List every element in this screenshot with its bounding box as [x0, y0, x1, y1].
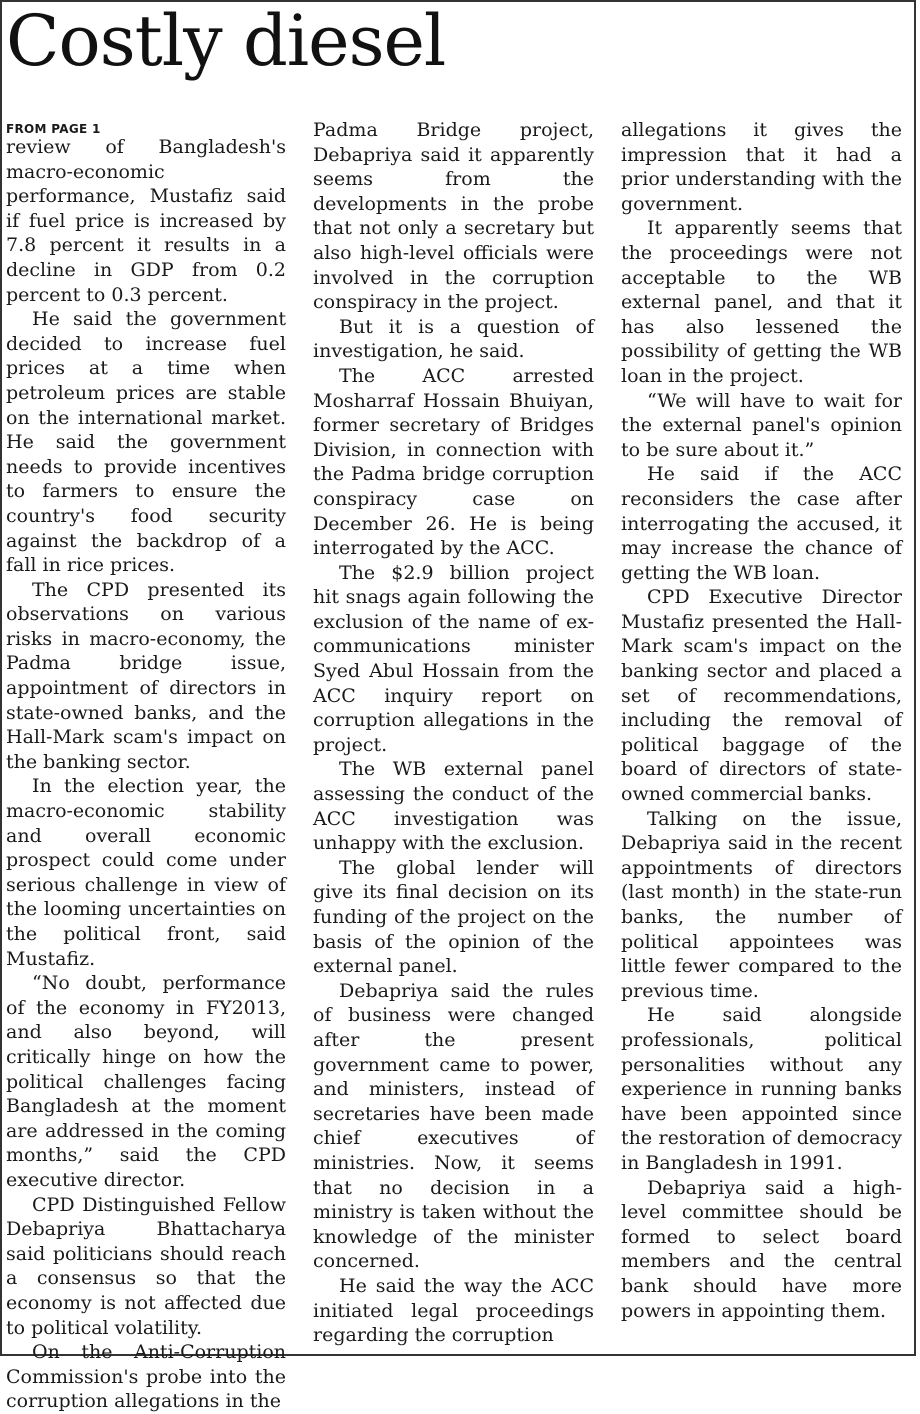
paragraph: The WB external panel assessing the conduct of the ACC investigation was unhappy with the exclusion. — [313, 758, 594, 855]
article-column-3 — [621, 118, 902, 1344]
headline: Costly diesel — [6, 0, 446, 82]
paragraph: He said alongside professionals, political personalities without any experience in running banks have been appointed since the restoration of democracy in Bangladesh in 1991. — [621, 1004, 902, 1174]
paragraph: On the Anti-Corruption Commission's probe into the corruption allegations in the — [6, 1341, 286, 1413]
paragraph: Debapriya said a high-level committee should be formed to select board members and the central bank should have more powers in appointing them. — [621, 1176, 902, 1322]
paragraph: The CPD presented its observations on various risks in macro-economy, the Padma bridge issue, appointment of directors in state-owned banks, and the Hall-Mark scam's impact on the banking sector. — [6, 578, 286, 773]
paragraph: But it is a question of investigation, he said. — [313, 315, 594, 363]
paragraph: In the election year, the macro-economic stability and overall economic prospect could come under serious challenge in view of the looming uncertainties on the political front, said Mustafiz. — [6, 775, 286, 970]
paragraph: Padma Bridge project, Debapriya said it apparently seems from the developments in the probe that not only a secretary but also high-level officials were involved in the corruption conspiracy in the project. — [313, 119, 594, 314]
paragraph: He said if the ACC reconsiders the case after interrogating the accused, it may increase the chance of getting the WB loan. — [621, 463, 902, 584]
paragraph: Talking on the issue, Debapriya said in the recent appointments of directors (last month) in the state-run banks, the number of political appointees was little fewer compared to the previous time. — [621, 807, 902, 1002]
article-column-1 — [6, 118, 286, 1413]
paragraph: CPD Distinguished Fellow Debapriya Bhattacharya said politicians should reach a consensus so that the economy is not affected due to political volatility. — [6, 1193, 286, 1339]
paragraph: He said the government decided to increase fuel prices at a time when petroleum prices are stable on the international market. He said the government needs to provide incentives to farmers to ensure the country's food security against the backdrop of a fall in rice prices. — [6, 308, 286, 577]
paragraph: It apparently seems that the proceedings were not acceptable to the WB external panel, and that it has also lessened the possibility of getting the WB loan in the project. — [621, 217, 902, 387]
paragraph: allegations it gives the impression that it had a prior understanding with the government. — [621, 119, 902, 215]
kicker-from-page-1: FROM PAGE 1 — [6, 122, 101, 136]
paragraph: The $2.9 billion project hit snags again following the exclusion of the name of ex-communications minister Syed Abul Hossain from the ACC inquiry report on corruption allegations in the project. — [313, 561, 594, 756]
paragraph: “We will have to wait for the external panel's opinion to be sure about it.” — [621, 389, 902, 461]
paragraph: The ACC arrested Mosharraf Hossain Bhuiyan, former secretary of Bridges Division, in connection with the Padma bridge corruption conspiracy case on December 26. He is being interrogated by the ACC. — [313, 364, 594, 560]
paragraph: CPD Executive Director Mustafiz presented the Hall-Mark scam's impact on the banking sector and placed a set of recommendations, including the removal of political baggage of the board of directors of state-owned commercial banks. — [621, 586, 902, 806]
article-column-2 — [313, 118, 594, 1347]
paragraph: The global lender will give its final decision on its funding of the project on the basis of the opinion of the external panel. — [313, 856, 594, 978]
paragraph: He said the way the ACC initiated legal proceedings regarding the corruption — [313, 1274, 594, 1347]
paragraph: Debapriya said the rules of business were changed after the present government came to power, and ministers, instead of secretaries have been made chief executives of ministries. Now, it seems that no decision in a ministry is taken without the knowledge of the minister concerned. — [313, 979, 594, 1273]
paragraph: review of Bangladesh's macro-economic performance, Mustafiz said if fuel price is increased by 7.8 percent it results in a decline in GDP from 0.2 percent to 0.3 percent. — [6, 136, 286, 306]
paragraph: “No doubt, performance of the economy in FY2013, and also beyond, will critically hinge on how the political challenges facing Bangladesh at the moment are addressed in the coming months,” said the CPD executive director. — [6, 972, 286, 1191]
